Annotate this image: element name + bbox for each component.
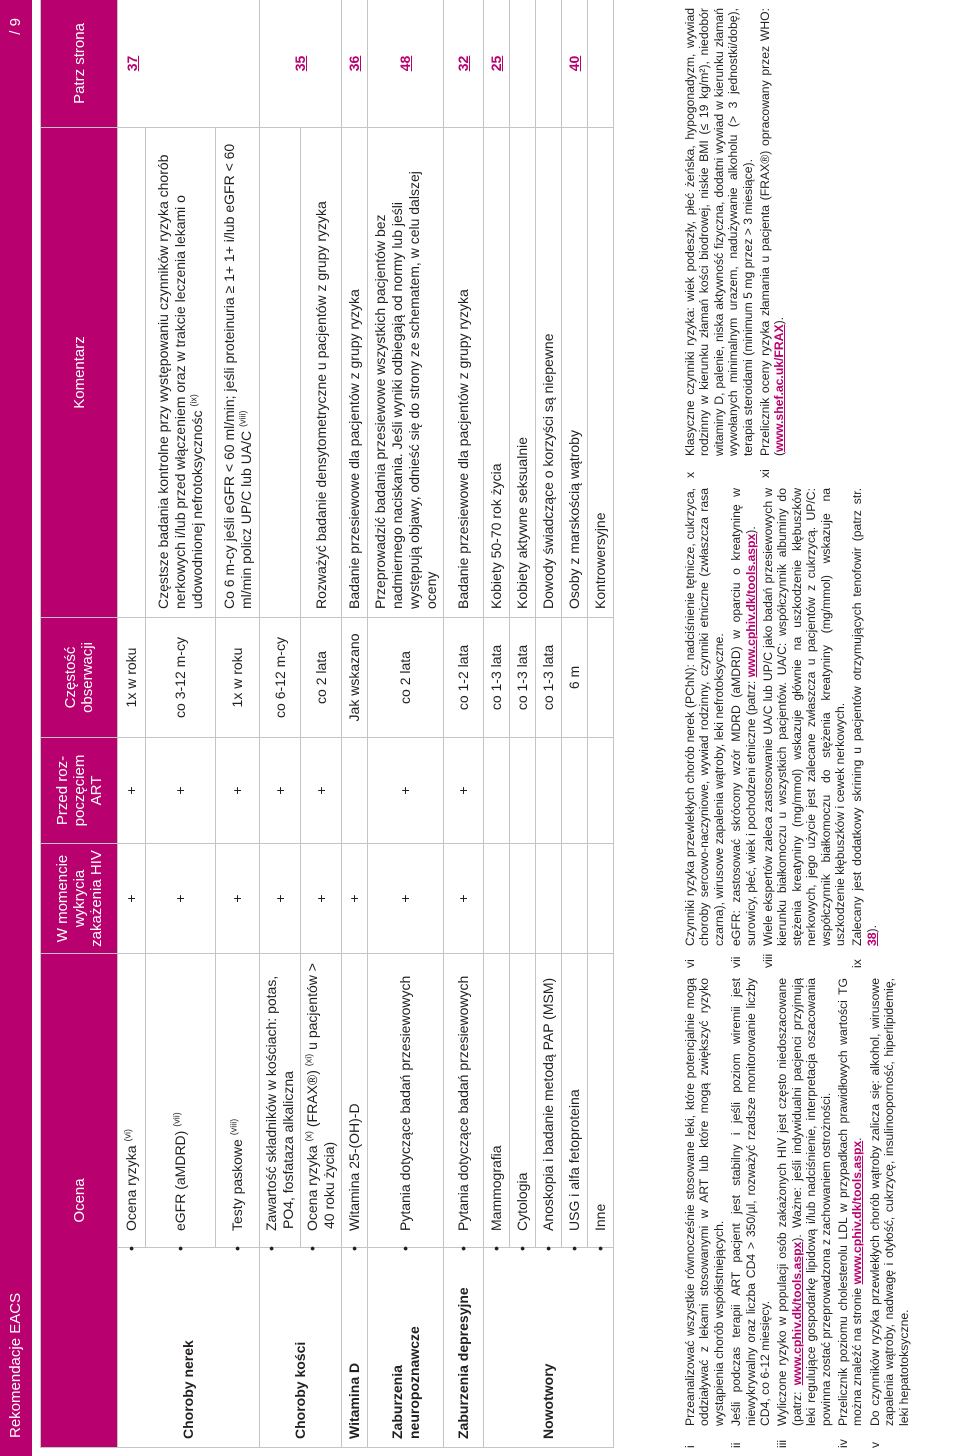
diag-cell: + xyxy=(260,843,301,953)
col-header-before-art: Przed roz-poczęciem ART xyxy=(41,737,118,843)
freq-cell: co 1-2 lata xyxy=(444,617,484,737)
page-empty xyxy=(510,0,536,127)
comment-cell xyxy=(260,127,301,617)
footnote: iv Przelicznik poziomu cholesterolu LDL w przypadkach prawidłowych wartości TG można znaleźć na stronie www.cphiv.dk/tools.aspx. xyxy=(836,978,865,1448)
diag-cell: + xyxy=(342,843,368,953)
footnote: iii Wyliczone ryzyko w populacji osób zakażonych HIV jest często niedoszacowane (patrz: www.cphiv.dk/tools.aspx). Ważne: jeśli indywidualni pacjenci przyjmują leki regulujące gospodarkę lipidową i/lub nadciśnienie, interpretacja oszacowania powinna zostać przeprowadzona z zachowaniem ostrożności. xyxy=(775,978,833,1448)
eval-cell: • Mammografia xyxy=(484,953,510,1247)
table-row xyxy=(301,0,342,1448)
footnote-link[interactable]: 38 xyxy=(864,932,879,946)
table-row xyxy=(444,0,484,1448)
header-title: Rekomendacje EACS xyxy=(7,1292,24,1438)
footnote-link[interactable]: www.cphiv.dk/tools.aspx xyxy=(850,1140,865,1285)
footnote: xi Przelicznik oceny ryzyka złamania u pacjenta (FRAX®) opracowany przez WHO: (www.shef.ac.uk/FRAX). xyxy=(758,8,787,478)
table-row xyxy=(588,0,614,1448)
comment-cell: Badanie przesiewowe dla pacjentów z grupy ryzyka xyxy=(342,127,368,617)
eval-cell: • Ocena ryzyka $^{(vi)}$ xyxy=(118,953,146,1247)
freq-cell: 1x w roku xyxy=(216,617,260,737)
page-link[interactable]: 37 xyxy=(118,0,260,127)
art-cell xyxy=(510,737,536,843)
art-cell: + xyxy=(444,737,484,843)
recommendation-table xyxy=(40,0,614,1448)
table-row xyxy=(368,0,444,1448)
art-cell xyxy=(342,737,368,843)
footnote: ii Jeśli podczas terapii ART pacjent jest stabilny i jeśli poziom wiremii jest niewykrywalny oraz liczba CD4 > 350/µl, rozważyć rzadsze monitorowanie liczby CD4, co 6-12 miesięcy. xyxy=(729,978,773,1448)
freq-cell: 1x w roku xyxy=(118,617,146,737)
eval-cell: • eGFR (aMDRD) $^{(vii)}$ xyxy=(146,953,216,1247)
eval-cell: • Ocena ryzyka $^{(x)}$ (FRAX®) $^{(xi)}$ u pacjentów > 40 roku życia) xyxy=(301,953,342,1247)
page-link[interactable]: 40 xyxy=(562,0,588,127)
table-row xyxy=(260,0,301,1448)
art-cell: + xyxy=(146,737,216,843)
footnote: v Do czynników ryzyka przewlekłych chorób wątroby zalicza się: alkohol, wirusowe zapalenia wątroby, nadwagę i otyłość, cukrzycę, insulinooporność, hiperlipidemię, leki hepatotoksyczne. xyxy=(867,978,911,1448)
page-link[interactable]: 25 xyxy=(484,0,510,127)
page-link[interactable]: 36 xyxy=(342,0,368,127)
comment-cell: Rozważyć badanie densytometryczne u pacjentów z grupy ryzyka xyxy=(301,127,342,617)
freq-cell: co 1-3 lata xyxy=(536,617,562,737)
footnote: ix Zalecany jest dodatkowy skrining u pacjentów otrzymujących tenofowir (patrz str. 38). xyxy=(850,488,879,968)
diag-cell: + xyxy=(444,843,484,953)
art-cell: + xyxy=(368,737,444,843)
diag-cell: + xyxy=(118,843,146,953)
col-header-ocena: Ocena xyxy=(41,953,118,1447)
diag-cell xyxy=(484,843,510,953)
header-bar xyxy=(0,0,32,1456)
eval-cell: • USG i alfa fetoproteina xyxy=(562,953,588,1247)
area-label: Zaburzenia depresyjne xyxy=(444,1248,484,1448)
comment-cell: Przeprowadzić badania przesiewowe wszystkich pacjentów bez nadmiernego naciskania. Jeśli wyniki odbiegają od normy lub jeśli występują objawy, odnieść się do strony ze schematem, w celu dalszej oceny xyxy=(368,127,444,617)
table-row xyxy=(146,0,216,1448)
comment-cell: Badanie przesiewowe dla pacjentów z grupy ryzyka xyxy=(444,127,484,617)
eval-cell: • Anoskopia i badanie metodą PAP (MSM) xyxy=(536,953,562,1247)
freq-cell: co 1-3 lata xyxy=(484,617,510,737)
page-number: / 9 xyxy=(7,18,24,35)
comment-cell: Częstsze badania kontrolne przy występowaniu czynników ryzyka chorób nerkowych i/lub przed włączeniem oraz w trakcie leczenia lekami o udowodnionej nefrotoksycznośc $^{(ix)}$ xyxy=(146,127,216,617)
comment-cell: Dowody świadczące o korzyści są niepewne xyxy=(536,127,562,617)
table-row xyxy=(342,0,368,1448)
comment-cell: Kobiety aktywne seksualnie xyxy=(510,127,536,617)
freq-cell: co 6-12 m-cy xyxy=(260,617,301,737)
footnote-link[interactable]: www.cphiv.dk/tools.aspx xyxy=(789,1241,804,1386)
comment-cell xyxy=(118,127,146,617)
diag-cell xyxy=(562,843,588,953)
freq-cell: co 1-3 lata xyxy=(510,617,536,737)
footnote: vii eGFR: zastosować skrócony wzór MDRD (aMDRD) w oparciu o kreatyninę w surowicy, płeć, wiek i pochodzeni etniczne (patrz: www.cphiv.dk/tools.aspx). xyxy=(729,488,758,968)
comment-cell: Kontrowersyjne xyxy=(588,127,614,617)
eval-cell: • Inne xyxy=(588,953,614,1247)
art-cell xyxy=(484,737,510,843)
table-row xyxy=(510,0,536,1448)
page-link[interactable]: 48 xyxy=(368,0,444,127)
freq-cell: co 3-12 m-cy xyxy=(146,617,216,737)
diag-cell: + xyxy=(216,843,260,953)
area-label: Zaburzenia neuropoznawcze xyxy=(368,1248,444,1448)
area-label: Witamina D xyxy=(342,1248,368,1448)
footnotes xyxy=(683,0,953,1448)
eval-cell: • Pytania dotyczące badań przesiewowych xyxy=(368,953,444,1247)
freq-cell: co 2 lata xyxy=(301,617,342,737)
table-row xyxy=(484,0,510,1448)
diag-cell xyxy=(588,843,614,953)
freq-cell xyxy=(588,617,614,737)
col-header-see-page: Patrz strona xyxy=(41,0,118,127)
eval-cell: • Pytania dotyczące badań przesiewowych xyxy=(444,953,484,1247)
diag-cell: + xyxy=(368,843,444,953)
freq-cell: co 2 lata xyxy=(368,617,444,737)
comment-cell: Kobiety 50-70 rok życia xyxy=(484,127,510,617)
col-header-frequency: Częstość obserwacji xyxy=(41,617,118,737)
art-cell: + xyxy=(118,737,146,843)
eval-cell: • Testy paskowe $^{(viii)}$ xyxy=(216,953,260,1247)
eval-cell: • Witamina 25-(OH)-D xyxy=(342,953,368,1247)
page-empty xyxy=(536,0,562,127)
art-cell xyxy=(562,737,588,843)
footnote-column xyxy=(683,488,882,968)
footnote-link[interactable]: www.cphiv.dk/tools.aspx xyxy=(743,533,758,678)
freq-cell: Jak wskazano xyxy=(342,617,368,737)
area-label: Choroby kości xyxy=(260,1248,342,1448)
art-cell: + xyxy=(301,737,342,843)
table-row xyxy=(536,0,562,1448)
table-row xyxy=(216,0,260,1448)
area-label: Choroby nerek xyxy=(118,1248,260,1448)
art-cell xyxy=(588,737,614,843)
footnote: vi Czynniki ryzyka przewlekłych chorób nerek (PChN): nadciśnienie tętnicze, cukrzyca, choroby sercowo-naczyniowe, wywiad rodzinny, czynniki etniczne (zwłaszcza rasa czarna), wirusowe zapalenia wątroby, leki nefrotoksyczne. xyxy=(683,488,726,968)
table-header-row xyxy=(41,0,118,1448)
footnote: viii Wiele ekspertów zaleca zastosowanie UA/C lub UP/C jako badań przesiewowych w kierunku białkomoczu u wszystkich pacjentów. UA/C: współczynnik albuminy do stężenia kreatyniny (mg/mmol) wskazuje głównie na uszkodzenie kłębuszków nerkowych, jego użycie jest zalecane zwłaszcza u pacjentów z cukrzycą. UP/C: współczynnik białkomoczu do stężenia kreatyniny (mg/mmol) wskazuje na uszkodzenie kłębuszków i cewek nerkowych. xyxy=(761,488,848,968)
table-row xyxy=(118,0,146,1448)
footnote: x Klasyczne czynniki ryzyka: wiek podeszły, płeć żeńska, hypogonadyzm, wywiad rodzinny w kierunku złamań kości biodrowej, niskie BMI (≤ 19 kg/m²), niedobór witaminy D, palenie, niska aktywność fizyczna, dodatni wywiad w kierunku złamań wywołanych minimalnym urazem, nadużywanie alkoholu (> 3 jednostki/dobę), terapia steroidami (minimum 5 mg przez > 3 miesiące). xyxy=(683,8,755,478)
footnote: i Przeanalizować wszystkie równocześnie stosowane leki, które potencjalnie mogą oddziaływać z lekami stosowanymi w ART lub które mogą zwiększyć ryzyko wystąpienia chorób współistniejących. xyxy=(683,978,726,1448)
freq-cell: 6 m xyxy=(562,617,588,737)
art-cell: + xyxy=(260,737,301,843)
art-cell xyxy=(536,737,562,843)
diag-cell xyxy=(510,843,536,953)
page-empty xyxy=(588,0,614,127)
comment-cell: Osoby z marskością wątroby xyxy=(562,127,588,617)
diag-cell xyxy=(536,843,562,953)
footnote-column xyxy=(683,8,790,478)
col-header-comment: Komentarz xyxy=(41,127,118,617)
page-link[interactable]: 35 xyxy=(260,0,342,127)
table-row xyxy=(562,0,588,1448)
art-cell: + xyxy=(216,737,260,843)
eval-cell: • Zawartość składników w kościach: potas, PO4, fosfataza alkaliczna xyxy=(260,953,301,1247)
col-header-diagnosis: W momencie wykrycia zakażenia HIV xyxy=(41,843,118,953)
footnote-link[interactable]: www.shef.ac.uk/FRAX xyxy=(772,324,787,452)
diag-cell: + xyxy=(301,843,342,953)
page-link[interactable]: 32 xyxy=(444,0,484,127)
eval-cell: • Cytologia xyxy=(510,953,536,1247)
comment-cell: Co 6 m-cy jeśli eGFR < 60 ml/min; jeśli proteinuria ≥ 1+ 1+ i/lub eGFR < 60 ml/min policz UP/C lub UA/C $^{(viii)}$ xyxy=(216,127,260,617)
area-label: Nowotwory xyxy=(484,1248,614,1448)
diag-cell: + xyxy=(146,843,216,953)
footnote-column xyxy=(683,978,914,1448)
